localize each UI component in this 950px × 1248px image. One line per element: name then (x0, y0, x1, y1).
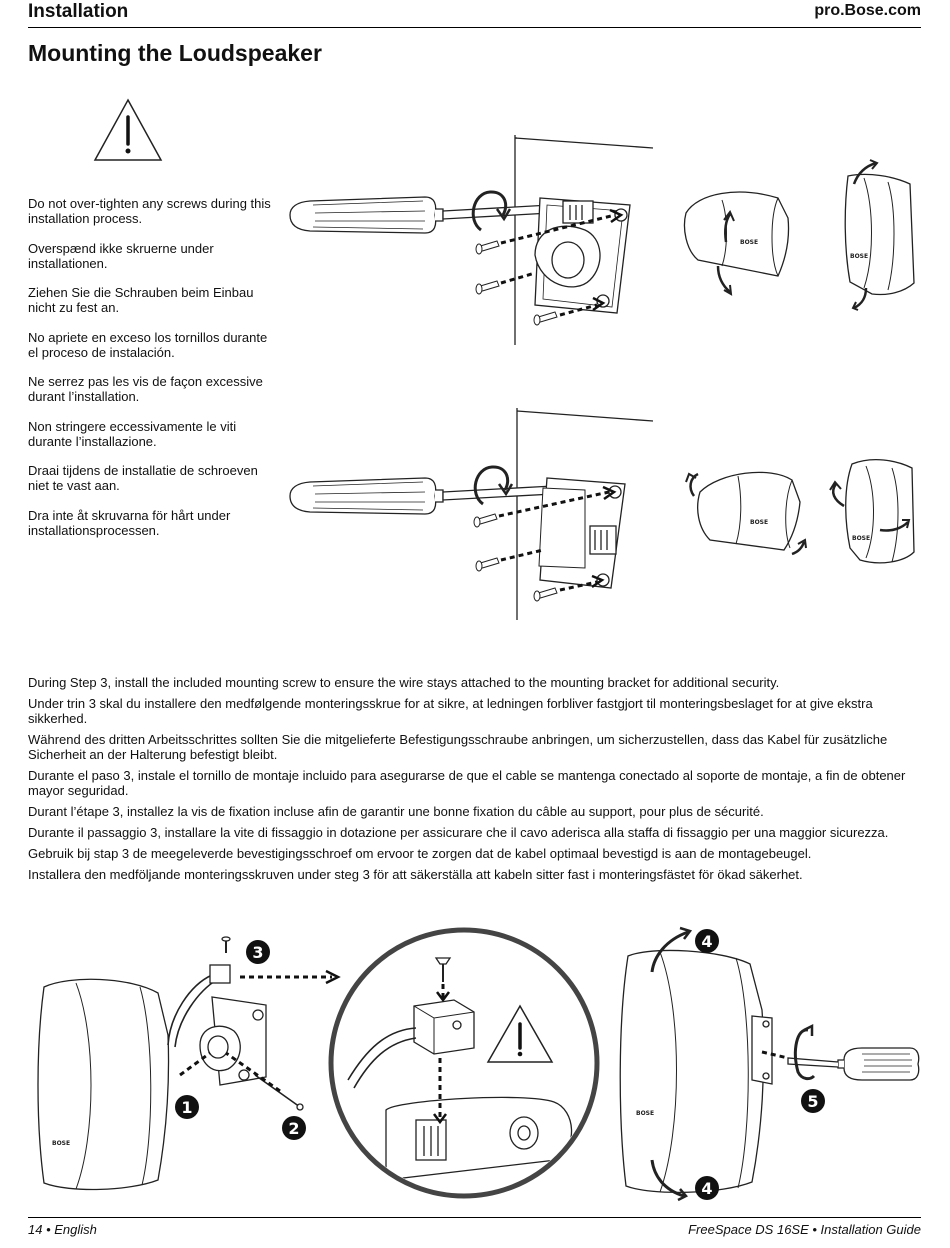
warning-text-list (28, 196, 278, 552)
step-badge-5 (801, 1089, 825, 1113)
step-badge-3 (246, 940, 270, 964)
instruction-text: Durante il passaggio 3, installare la vite di fissaggio in dotazione per assicurare che il cavo aderisca alla staffa di fissaggio per una maggior sicurezza. (28, 825, 889, 840)
bose-logo-text: BOSE (636, 1110, 655, 1117)
bose-logo-text: BOSE (740, 239, 759, 246)
svg-text:2: 2 (288, 1119, 300, 1138)
svg-text:5: 5 (807, 1092, 819, 1111)
detail-circle-figure (326, 920, 606, 1210)
step-badge-4 (695, 929, 719, 953)
warning-text: Draai tijdens de installatie de schroeven niet te vast aan. (28, 463, 258, 493)
svg-text:4: 4 (701, 932, 713, 951)
warning-icon (92, 97, 164, 168)
page-number: 14 • English (28, 1222, 97, 1237)
step-badge-4-bottom (695, 1176, 719, 1200)
speaker-rotate-figure-1 (678, 158, 928, 313)
bose-logo-text: BOSE (750, 519, 769, 526)
step-badge-1 (175, 1095, 199, 1119)
page-footer (28, 1217, 921, 1247)
svg-text:3: 3 (252, 943, 264, 962)
warning-text: Dra inte åt skruvarna för hårt under installationsprocessen. (28, 507, 231, 538)
instruction-text: Gebruik bij stap 3 de meegeleverde bevestigingsschroef om ervoor te zorgen dat de kabel optimaal bevestigd is aan de montagebeugel. (28, 846, 812, 861)
warning-text: Non stringere eccessivamente le viti durante l’installazione. (28, 418, 237, 449)
instruction-text: During Step 3, install the included mounting screw to ensure the wire stays attached to the mounting bracket for additional security. (28, 675, 780, 690)
warning-text: Overspænd ikke skruerne under installationen. (28, 240, 214, 271)
step-badge-2 (282, 1116, 306, 1140)
instruction-text: Under trin 3 skal du installere den medfølgende monteringsskrue for at sikre, at ledningen forbliver fastgjort til monteringsbeslaget for at give ekstra sikkerhed. (28, 696, 873, 726)
svg-text:4: 4 (701, 1179, 713, 1198)
bracket-mount-figure-2 (285, 408, 660, 623)
section-title: Installation (28, 1, 129, 22)
speaker-rotate-figure-2 (680, 452, 930, 572)
document-name: FreeSpace DS 16SE • Installation Guide (688, 1222, 921, 1237)
page-header (28, 0, 921, 28)
bose-logo-text: BOSE (850, 253, 869, 260)
page-title: Mounting the Loudspeaker (28, 40, 322, 66)
instruction-text: Durante el paso 3, instale el tornillo de montaje incluido para asegurarse de que el cable se mantenga conectado al soporte de montaje, a fin de obtener mayor seguridad. (28, 768, 906, 798)
warning-text: No apriete en exceso los tornillos durante el proceso de instalación. (28, 329, 268, 360)
bose-logo-text: BOSE (52, 1140, 71, 1147)
instruction-text: Installera den medföljande monteringsskruven under steg 3 för att säkerställa att kabeln sitter fast i monteringsfästet för ökad säkerhet. (28, 867, 803, 882)
bracket-mount-figure-1 (285, 135, 660, 350)
warning-text: Do not over-tighten any screws during this installation process. (28, 196, 271, 226)
warning-text: Ne serrez pas les vis de façon excessive durant l’installation. (28, 374, 263, 404)
warning-text: Ziehen Sie die Schrauben beim Einbau nicht zu fest an. (28, 285, 254, 315)
install-steps-figure-left (30, 935, 350, 1205)
install-steps-figure-right (612, 920, 932, 1210)
warning-icon (488, 1006, 552, 1062)
instruction-text: Während des dritten Arbeitsschrittes sollten Sie die mitgelieferte Befestigungsschraube anbringen, um sicherzustellen, dass das Kabel für zusätzliche Sicherheit an der Halterung befestigt bleibt. (28, 732, 888, 762)
instruction-text: Durant l’étape 3, installez la vis de fixation incluse afin de garantir une bonne fixation du câble au support, pour plus de sécurité. (28, 804, 764, 819)
svg-text:1: 1 (181, 1098, 193, 1117)
bose-logo-text: BOSE (852, 535, 871, 542)
instruction-text-list (28, 675, 921, 888)
site-url: pro.Bose.com (814, 2, 921, 19)
